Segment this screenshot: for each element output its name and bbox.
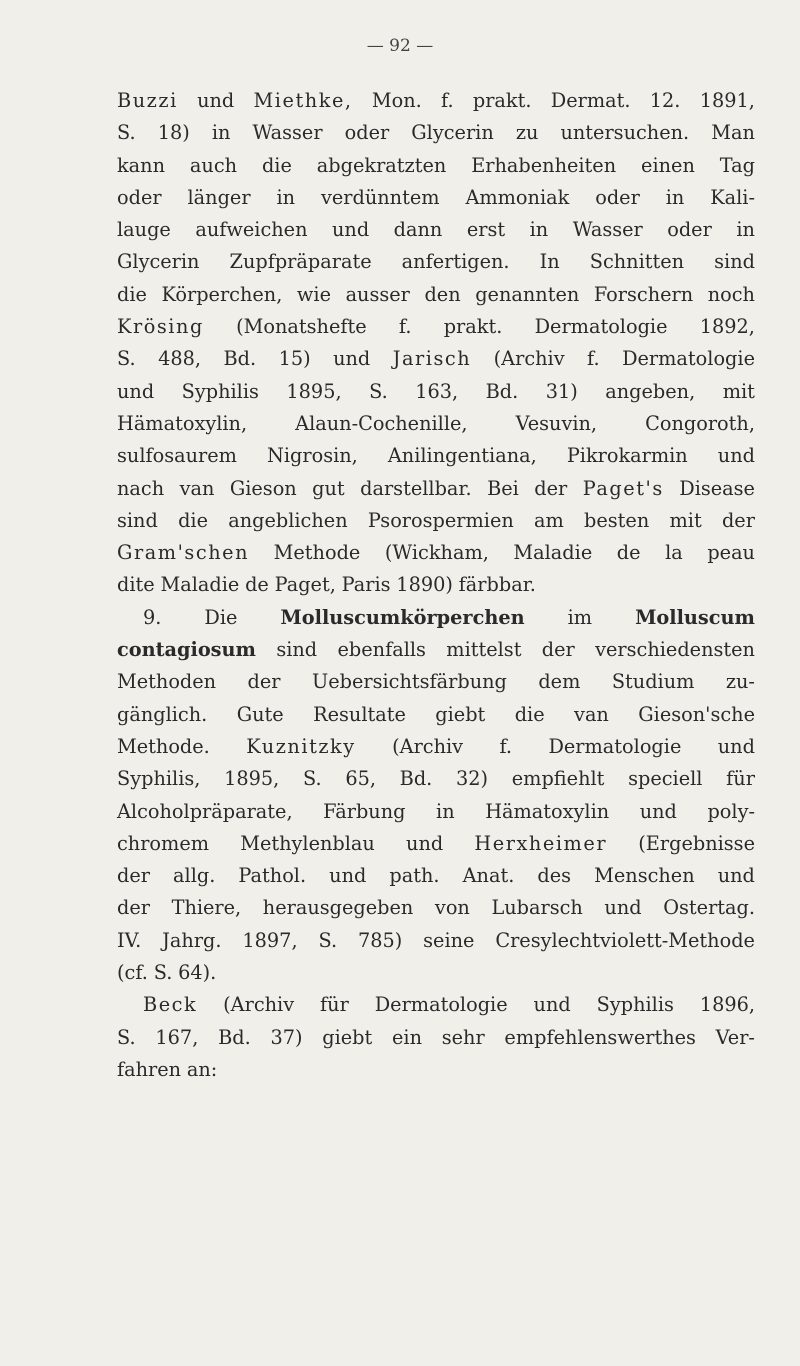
text-line: Gram'schen Methode (Wickham, Maladie de la peau — [117, 541, 755, 565]
text-line: Beck (Archiv für Dermatologie und Syphilis 1896, — [143, 993, 755, 1017]
text-line: und Syphilis 1895, S. 163, Bd. 31) angeben, mit — [117, 379, 755, 403]
text-line: S. 167, Bd. 37) giebt ein sehr empfehlenswerthes Ver- — [117, 1025, 755, 1049]
text-line: contagiosum sind ebenfalls mittelst der verschiedensten — [117, 638, 755, 662]
text-line: der Thiere, herausgegeben von Lubarsch und Ostertag. — [117, 896, 755, 920]
text-line: S. 488, Bd. 15) und Jarisch (Archiv f. Dermatologie — [117, 347, 755, 371]
page-number: — 92 — — [366, 36, 434, 56]
text-line: sulfosaurem Nigrosin, Anilingentiana, Pikrokarmin und — [117, 444, 755, 468]
text-line: Methode. Kuznitzky (Archiv f. Dermatologie und — [117, 734, 755, 758]
text-line: Methoden der Uebersichtsfärbung dem Studium zu- — [117, 670, 755, 694]
text-line: die Körperchen, wie ausser den genannten Forschern noch — [117, 282, 755, 306]
text-line: S. 18) in Wasser oder Glycerin zu untersuchen. Man — [117, 121, 755, 145]
text-line: Alcoholpräparate, Färbung in Hämatoxylin und poly- — [117, 799, 755, 823]
text-line: (cf. S. 64). — [117, 961, 217, 985]
text-line: nach van Gieson gut darstellbar. Bei der Paget's Disease — [117, 476, 755, 500]
text-line: Syphilis, 1895, S. 65, Bd. 32) empfiehlt speciell für — [117, 767, 755, 791]
text-line: Hämatoxylin, Alaun-Cochenille, Vesuvin, Congoroth, — [117, 411, 755, 435]
text-line: oder länger in verdünntem Ammoniak oder in Kali- — [117, 185, 755, 209]
text-line: Buzzi und Miethke, Mon. f. prakt. Dermat. 12. 1891, — [117, 89, 755, 112]
text-line: Krösing (Monatshefte f. prakt. Dermatologie 1892, — [117, 315, 755, 339]
text-line: dite Maladie de Paget, Paris 1890) färbbar. — [117, 573, 536, 597]
text-line: Glycerin Zupfpräparate anfertigen. In Schnitten sind — [117, 250, 755, 274]
section-heading-line: 9. Die Molluscumkörperchen im Molluscum — [143, 605, 755, 629]
text-line: chromem Methylenblau und Herxheimer (Ergebnisse — [117, 831, 755, 855]
text-line: IV. Jahrg. 1897, S. 785) seine Cresylechtviolett-Methode — [117, 928, 755, 952]
text-line: lauge aufweichen und dann erst in Wasser oder in — [117, 218, 755, 242]
text-line: kann auch die abgekratzten Erhabenheiten einen Tag — [117, 153, 755, 177]
text-line: fahren an: — [117, 1057, 218, 1081]
text-line: der allg. Pathol. und path. Anat. des Menschen und — [117, 864, 755, 888]
text-line: gänglich. Gute Resultate giebt die van Gieson'sche — [117, 702, 755, 726]
body-text — [117, 85, 755, 1086]
text-line: sind die angeblichen Psorospermien am besten mit der — [117, 508, 755, 532]
